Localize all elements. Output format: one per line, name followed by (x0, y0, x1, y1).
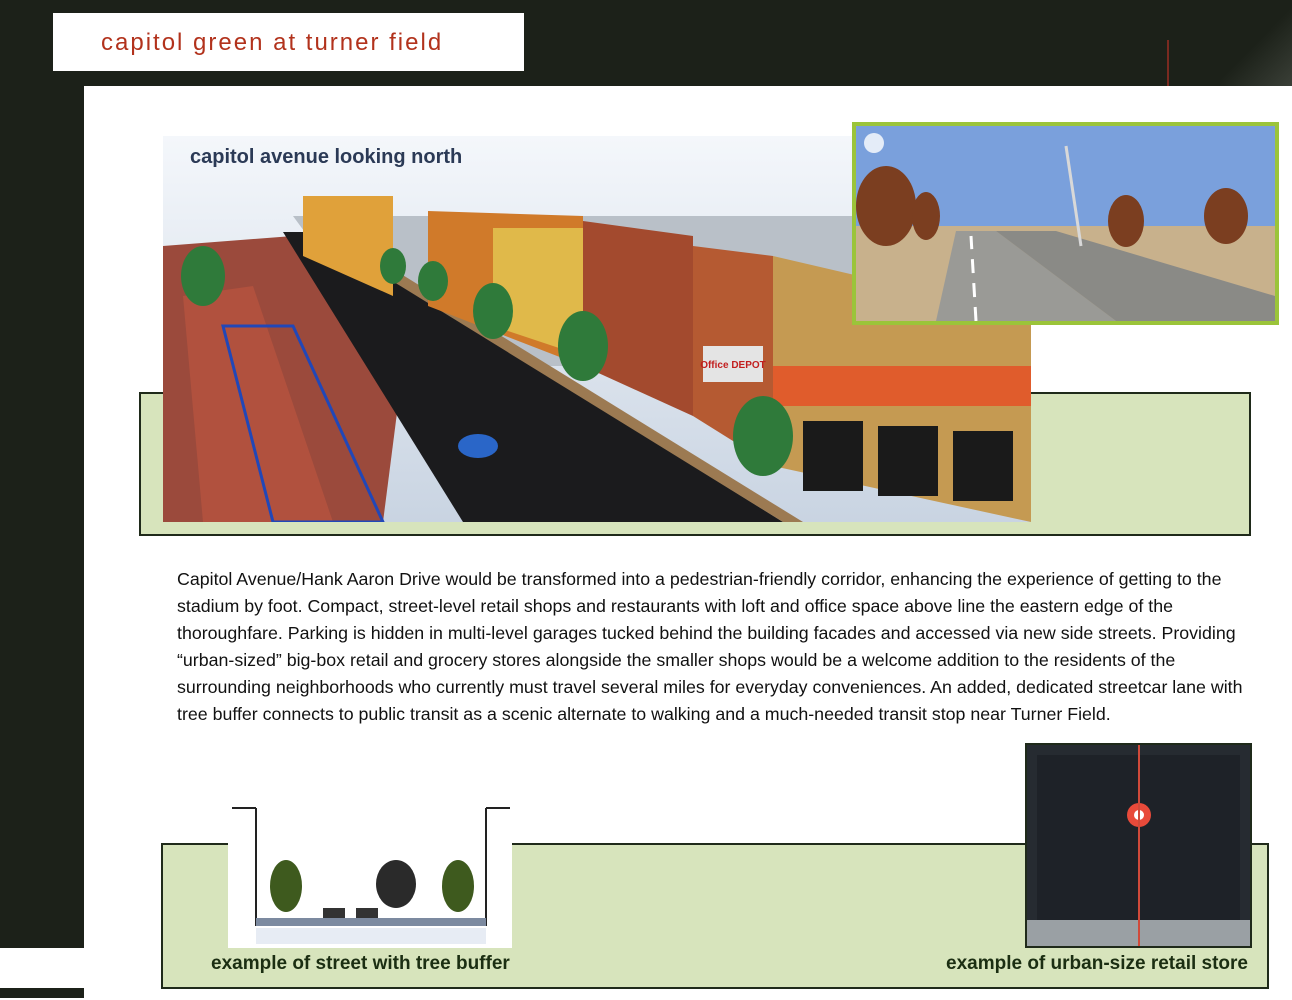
street-photo (852, 122, 1279, 325)
store-caption: example of urban-size retail store (946, 953, 1248, 974)
render-caption: capitol avenue looking north (190, 146, 463, 168)
street-section-image (228, 806, 512, 948)
street-caption: example of street with tree buffer (211, 953, 510, 974)
bottom-bar (0, 988, 84, 998)
street-photo-image (856, 126, 1275, 321)
street-section-diagram (228, 806, 512, 948)
body-paragraph: Capitol Avenue/Hank Aaron Drive would be transformed into a pedestrian-friendly corridor, enhancing the experience of getting to the stadium by foot. Compact, street-level retail shops and restaurants with loft and office space above line the eastern edge of the thoroughfare. Parking is hidden in multi-level garages tucked behind the building facades and accessed via new side streets. Providing “urban-sized” big-box retail and grocery stores alongside the smaller shops would be a welcome addition to the residents of the surrounding neighborhoods who currently must travel several miles for everyday conveniences. An added, dedicated streetcar lane with tree buffer connects to public transit as a scenic alternate to walking and a much-needed transit stop near Turner Field. (177, 569, 1243, 724)
page-title: capitol green at turner field (101, 29, 444, 56)
retail-store-image (1027, 745, 1250, 946)
title-box (53, 13, 524, 71)
divider-line (1167, 40, 1169, 86)
retail-store-photo (1025, 743, 1252, 948)
corner-shade (1220, 0, 1292, 86)
left-frame (0, 0, 84, 948)
store-sign: Office DEPOT (700, 360, 766, 371)
